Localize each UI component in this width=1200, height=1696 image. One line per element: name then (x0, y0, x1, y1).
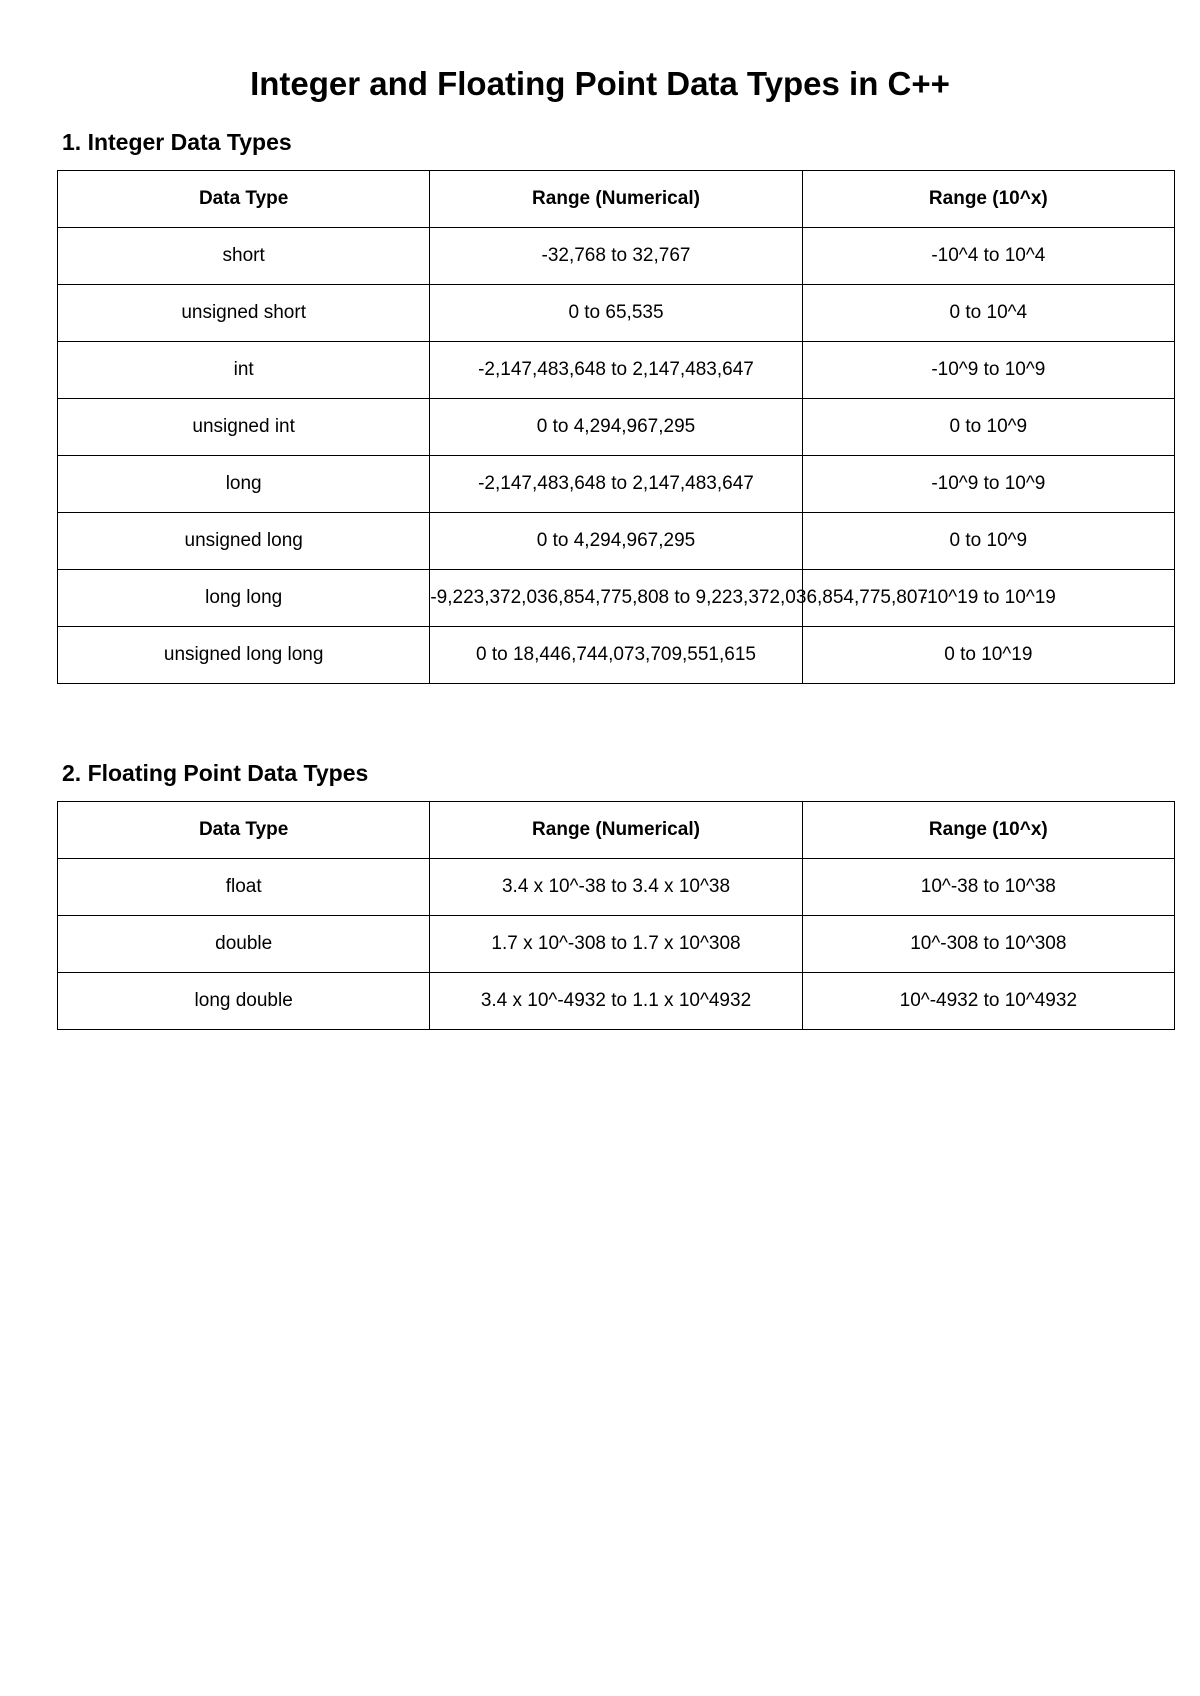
column-header-data-type: Data Type (58, 802, 430, 859)
table-header-row (58, 171, 1175, 228)
cell-range-numerical: 0 to 4,294,967,295 (430, 513, 802, 570)
cell-range-numerical: 0 to 4,294,967,295 (430, 399, 802, 456)
float-section-heading: 2. Floating Point Data Types (62, 760, 369, 786)
table-header-row (58, 802, 1175, 859)
column-header-range-numerical: Range (Numerical) (430, 802, 802, 859)
cell-range-power: 10^-38 to 10^38 (802, 859, 1174, 916)
cell-range-numerical: -32,768 to 32,767 (430, 228, 802, 285)
table-row (58, 859, 1175, 916)
cell-data-type: long double (58, 973, 430, 1030)
table-row (58, 570, 1175, 627)
cell-data-type: long (58, 456, 430, 513)
cell-range-numerical: 3.4 x 10^-4932 to 1.1 x 10^4932 (430, 973, 802, 1030)
table-row (58, 627, 1175, 684)
integer-types-table (57, 170, 1175, 684)
table-row (58, 399, 1175, 456)
cell-range-numerical: 1.7 x 10^-308 to 1.7 x 10^308 (430, 916, 802, 973)
cell-data-type: float (58, 859, 430, 916)
cell-range-power: -10^9 to 10^9 (802, 342, 1174, 399)
cell-range-numerical: 0 to 18,446,744,073,709,551,615 (430, 627, 802, 684)
table-row (58, 513, 1175, 570)
column-header-range-power: Range (10^x) (802, 171, 1174, 228)
page-title: Integer and Floating Point Data Types in C++ (250, 65, 950, 102)
cell-data-type: unsigned short (58, 285, 430, 342)
cell-range-power: 0 to 10^9 (802, 399, 1174, 456)
cell-range-power: 10^-4932 to 10^4932 (802, 973, 1174, 1030)
cell-data-type: unsigned long (58, 513, 430, 570)
table-row (58, 916, 1175, 973)
cell-range-power: -10^19 to 10^19 (802, 570, 1174, 627)
cell-data-type: long long (58, 570, 430, 627)
column-header-data-type: Data Type (58, 171, 430, 228)
column-header-range-numerical: Range (Numerical) (430, 171, 802, 228)
cell-range-power: 0 to 10^4 (802, 285, 1174, 342)
table-row (58, 285, 1175, 342)
cell-range-power: 0 to 10^9 (802, 513, 1174, 570)
cell-range-power: 0 to 10^19 (802, 627, 1174, 684)
cell-range-power: -10^4 to 10^4 (802, 228, 1174, 285)
integer-section-heading: 1. Integer Data Types (62, 129, 292, 155)
cell-data-type: short (58, 228, 430, 285)
cell-range-power: 10^-308 to 10^308 (802, 916, 1174, 973)
float-types-table (57, 801, 1175, 1030)
table-row (58, 342, 1175, 399)
cell-range-numerical: -2,147,483,648 to 2,147,483,647 (430, 456, 802, 513)
cell-data-type: double (58, 916, 430, 973)
cell-range-power: -10^9 to 10^9 (802, 456, 1174, 513)
cell-data-type: int (58, 342, 430, 399)
column-header-range-power: Range (10^x) (802, 802, 1174, 859)
cell-range-numerical: -9,223,372,036,854,775,808 to 9,223,372,036,854,775,807 (430, 570, 802, 627)
cell-data-type: unsigned long long (58, 627, 430, 684)
cell-range-numerical: 3.4 x 10^-38 to 3.4 x 10^38 (430, 859, 802, 916)
cell-range-numerical: 0 to 65,535 (430, 285, 802, 342)
cell-data-type: unsigned int (58, 399, 430, 456)
cell-range-numerical: -2,147,483,648 to 2,147,483,647 (430, 342, 802, 399)
table-row (58, 228, 1175, 285)
table-row (58, 456, 1175, 513)
table-row (58, 973, 1175, 1030)
